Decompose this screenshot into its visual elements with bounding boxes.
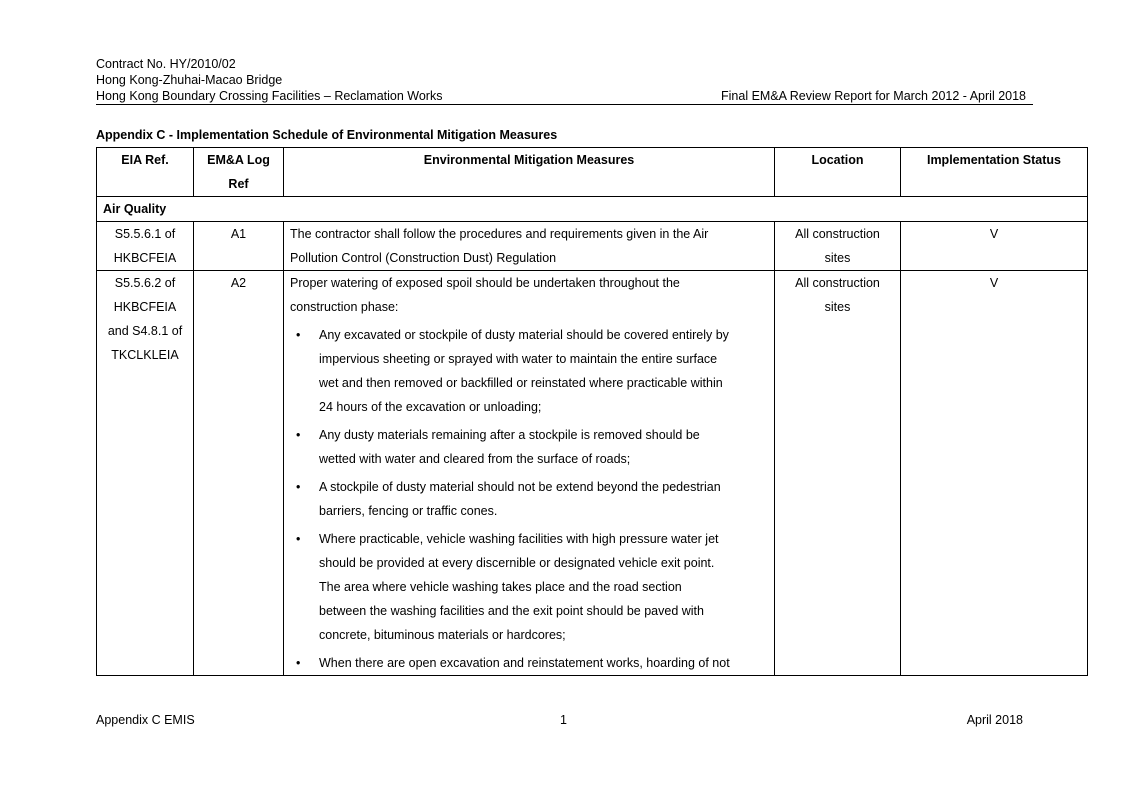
bullet-line: should be provided at every discernible or designated vehicle exit point. xyxy=(319,556,715,570)
eia-ref-line: and S4.8.1 of xyxy=(107,324,183,338)
header-contract-no: Contract No. HY/2010/02 xyxy=(96,57,236,71)
status-cell: V xyxy=(901,222,1088,271)
measure-line: construction phase: xyxy=(290,300,399,314)
header-works-name: Hong Kong Boundary Crossing Facilities – Reclamation Works xyxy=(96,89,443,103)
list-item xyxy=(290,475,768,523)
bullet-line: impervious sheeting or sprayed with water to maintain the entire surface xyxy=(319,352,718,366)
list-item xyxy=(290,651,768,675)
header-divider xyxy=(96,104,1033,105)
footer-date: April 2018 xyxy=(966,713,1023,727)
measure-line: Pollution Control (Construction Dust) Regulation xyxy=(290,251,557,265)
bullet-line: 24 hours of the excavation or unloading; xyxy=(319,400,542,414)
location-line: sites xyxy=(824,300,851,314)
eia-ref-line: TKCLKLEIA xyxy=(111,348,179,362)
bullet-line: wetted with water and cleared from the surface of roads; xyxy=(319,452,631,466)
mitigation-schedule-table xyxy=(96,147,1088,676)
eia-ref-cell xyxy=(97,271,194,676)
location-line: sites xyxy=(824,251,851,265)
list-item xyxy=(290,423,768,471)
measure-cell xyxy=(284,222,775,271)
location-cell xyxy=(775,271,901,676)
eia-ref-line: HKBCFEIA xyxy=(113,300,177,314)
location-cell xyxy=(775,222,901,271)
measure-bullet-list xyxy=(290,323,768,675)
bullet-line: • A stockpile of dusty material should not be extend beyond the pedestrian xyxy=(319,480,721,494)
bullet-line: concrete, bituminous materials or hardcores; xyxy=(319,628,566,642)
footer-page-number: 1 xyxy=(560,713,567,727)
bullet-line: The area where vehicle washing takes place and the road section xyxy=(319,580,682,594)
table-row xyxy=(97,222,1088,271)
eia-ref-line: HKBCFEIA xyxy=(113,251,177,265)
bullet-line: between the washing facilities and the exit point should be paved with xyxy=(319,604,704,618)
eia-ref-line: S5.5.6.2 of xyxy=(114,276,176,290)
list-item xyxy=(290,323,768,419)
measure-cell xyxy=(284,271,775,676)
bullet-line: • Where practicable, vehicle washing facilities with high pressure water jet xyxy=(319,532,719,546)
col-header-location: Location xyxy=(775,148,901,197)
appendix-title: Appendix C - Implementation Schedule of Environmental Mitigation Measures xyxy=(96,128,558,142)
header-project-name: Hong Kong-Zhuhai-Macao Bridge xyxy=(96,73,283,87)
col-header-eia-ref: EIA Ref. xyxy=(97,148,194,197)
section-row-air-quality xyxy=(97,197,1088,222)
col-header-measures: Environmental Mitigation Measures xyxy=(284,148,775,197)
log-ref-cell: A1 xyxy=(194,222,284,271)
status-cell: V xyxy=(901,271,1088,676)
col-header-status: Implementation Status xyxy=(901,148,1088,197)
location-line: All construction xyxy=(795,227,880,241)
col-header-ema-log-ref-line2: Ref xyxy=(228,177,249,191)
measure-line: Proper watering of exposed spoil should be undertaken throughout the xyxy=(290,276,680,290)
header-report-title: Final EM&A Review Report for March 2012 - April 2018 xyxy=(721,89,1026,103)
eia-ref-line: S5.5.6.1 of xyxy=(114,227,176,241)
log-ref-cell: A2 xyxy=(194,271,284,676)
eia-ref-cell xyxy=(97,222,194,271)
section-title: Air Quality xyxy=(97,197,1088,222)
bullet-line: wet and then removed or backfilled or reinstated where practicable within xyxy=(319,376,723,390)
footer-appendix-label: Appendix C EMIS xyxy=(96,713,195,727)
location-line: All construction xyxy=(795,276,880,290)
col-header-ema-log-ref xyxy=(194,148,284,197)
table-header-row xyxy=(97,148,1088,197)
measure-line: The contractor shall follow the procedures and requirements given in the Air xyxy=(290,227,709,241)
bullet-line: barriers, fencing or traffic cones. xyxy=(319,504,498,518)
list-item xyxy=(290,527,768,647)
bullet-line: • Any dusty materials remaining after a stockpile is removed should be xyxy=(319,428,700,442)
col-header-ema-log-ref-line1: EM&A Log xyxy=(207,153,270,167)
bullet-line: • When there are open excavation and reinstatement works, hoarding of not xyxy=(319,656,730,670)
table-row xyxy=(97,271,1088,676)
bullet-line: • Any excavated or stockpile of dusty material should be covered entirely by xyxy=(319,328,729,342)
